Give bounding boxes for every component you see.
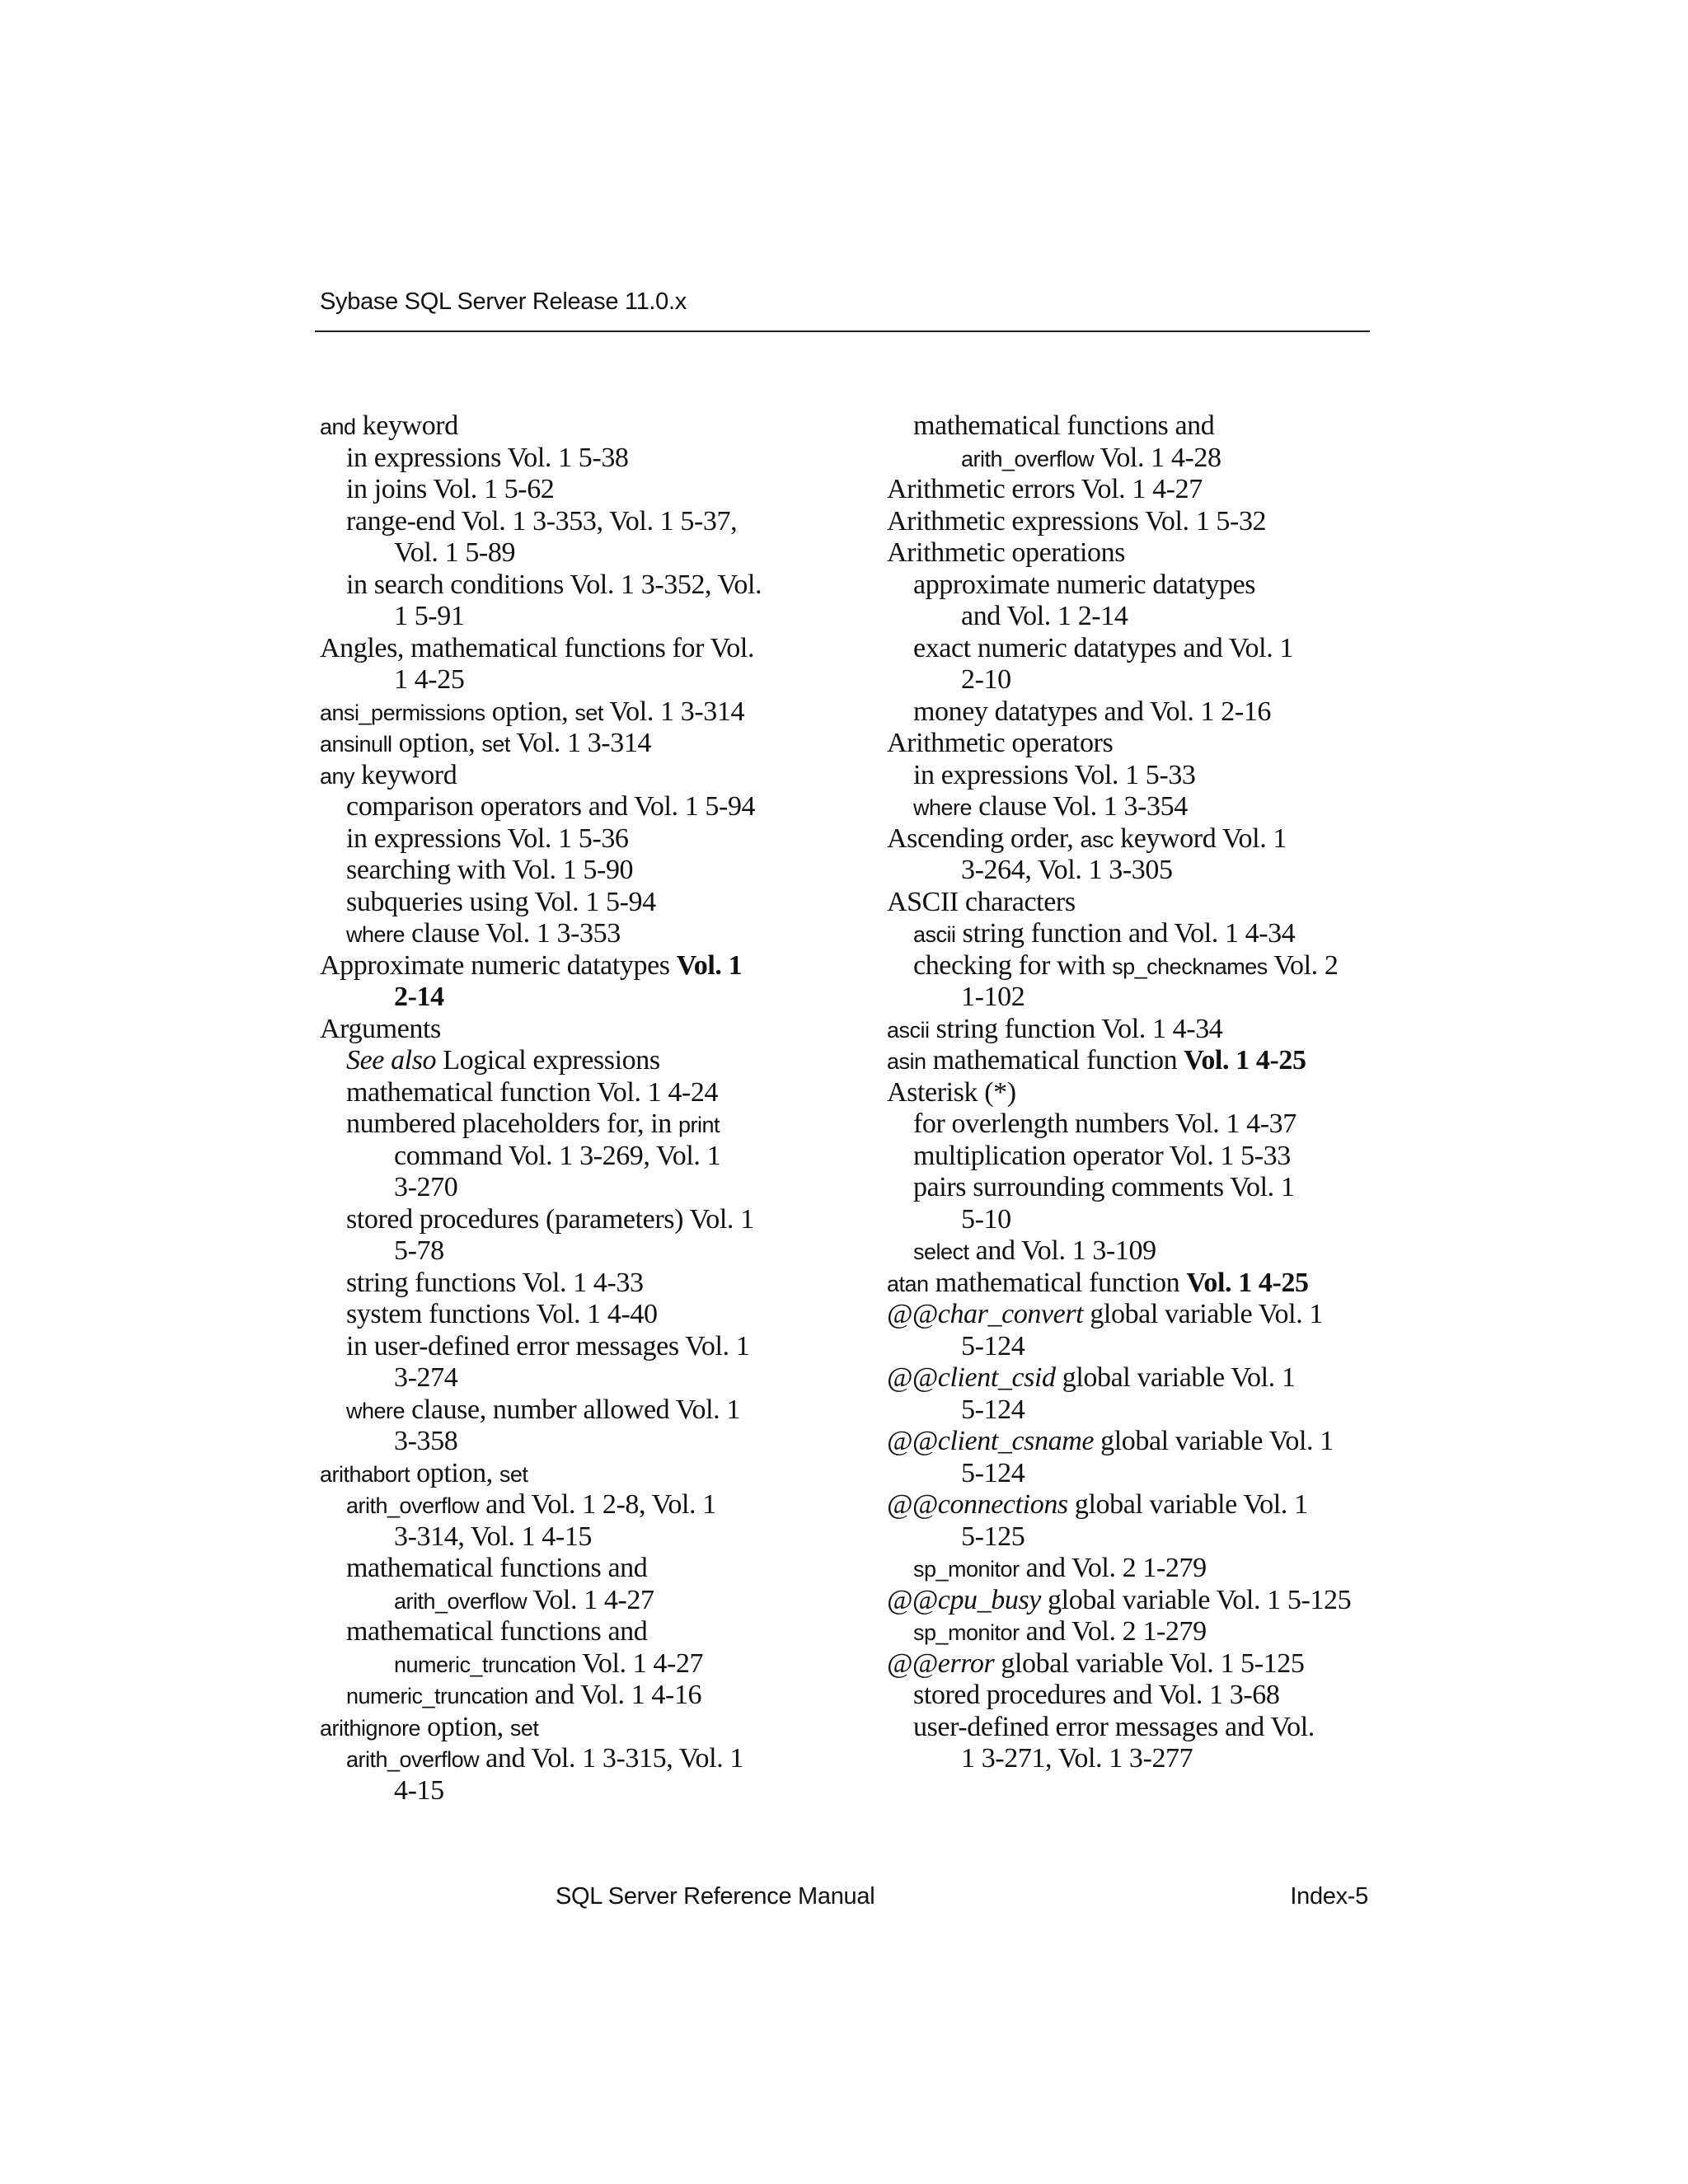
index-entry-line xyxy=(320,1680,762,1712)
index-entry-text: mathematical function Vol. 1 4-24 xyxy=(346,1076,719,1108)
index-entry-line xyxy=(320,1775,762,1807)
index-entry-line xyxy=(320,1299,762,1331)
index-column-left xyxy=(320,410,762,1807)
index-entry-text: subqueries using Vol. 1 5-94 xyxy=(346,886,656,917)
index-entry-line xyxy=(320,696,762,729)
index-entry-text: ansi_permissions xyxy=(320,700,485,725)
index-entry-text: Vol. 2 xyxy=(1267,949,1339,981)
index-entry-line xyxy=(887,1648,1351,1680)
index-entry-line xyxy=(887,474,1351,506)
index-entry-line xyxy=(887,1014,1351,1046)
index-entry-text: and Vol. 1 4-16 xyxy=(528,1680,702,1710)
index-entry-text: 3-264, Vol. 1 3-305 xyxy=(961,855,1173,885)
index-entry-line xyxy=(887,950,1351,982)
index-entry-line xyxy=(887,1553,1351,1585)
index-entry-text: print xyxy=(678,1113,720,1137)
index-entry-line xyxy=(887,696,1351,729)
index-entry-line xyxy=(320,1172,762,1204)
index-entry-line xyxy=(320,1077,762,1109)
index-entry-text: select xyxy=(913,1240,969,1264)
index-entry-line xyxy=(320,1204,762,1236)
index-entry-text: stored procedures and Vol. 1 3-68 xyxy=(913,1680,1280,1710)
index-entry-text: checking for with xyxy=(913,949,1113,981)
index-entry-text: clause Vol. 1 3-354 xyxy=(972,791,1188,822)
index-entry-text: @@client_csname xyxy=(887,1426,1095,1456)
index-entry-text: approximate numeric datatypes xyxy=(913,569,1256,600)
index-entry-text: command Vol. 1 3-269, Vol. 1 xyxy=(394,1140,721,1171)
index-entry-text: arithabort xyxy=(320,1461,410,1487)
index-entry-text: pairs surrounding comments Vol. 1 xyxy=(913,1172,1295,1202)
index-entry-text: 3-274 xyxy=(394,1362,458,1393)
index-entry-text: ascii xyxy=(913,922,956,947)
index-entry-text: global variable Vol. 1 xyxy=(1067,1489,1308,1520)
index-entry-text: atan xyxy=(887,1271,929,1296)
index-entry-text: Arithmetic errors Vol. 1 4-27 xyxy=(887,474,1203,504)
index-entry-text: and Vol. 2 1-279 xyxy=(1019,1616,1207,1647)
index-entry-line xyxy=(887,443,1351,475)
index-entry-line xyxy=(887,918,1351,950)
index-entry-text: global variable Vol. 1 xyxy=(1055,1362,1296,1393)
index-entry-text: global variable Vol. 1 5-125 xyxy=(1040,1584,1352,1615)
page-number: Index-5 xyxy=(1290,1883,1368,1910)
index-entry-text: Arithmetic operations xyxy=(887,537,1126,568)
index-entry-line xyxy=(887,664,1351,696)
index-entry-text: set xyxy=(574,700,603,725)
index-entry-text: @@cpu_busy xyxy=(887,1584,1041,1615)
index-entry-text: 5-10 xyxy=(961,1203,1011,1235)
index-entry-text: global variable Vol. 1 xyxy=(1094,1426,1334,1456)
index-entry-text: in expressions Vol. 1 5-36 xyxy=(346,823,629,854)
index-entry-line xyxy=(887,1394,1351,1427)
index-entry-text: numeric_truncation xyxy=(394,1652,576,1677)
index-entry-text: Arithmetic operators xyxy=(887,728,1114,758)
index-entry-text: 4-15 xyxy=(394,1774,444,1806)
index-entry-line xyxy=(320,506,762,538)
running-head: Sybase SQL Server Release 11.0.x xyxy=(320,288,687,315)
index-entry-text: option, xyxy=(420,1711,510,1742)
index-entry-text: @@connections xyxy=(887,1489,1068,1520)
index-entry-text: clause Vol. 1 3-353 xyxy=(405,918,621,949)
index-entry-text: Vol. 1 xyxy=(676,949,743,981)
index-entry-line xyxy=(887,823,1351,855)
index-entry-text: sp_monitor xyxy=(913,1620,1020,1645)
index-entry-line xyxy=(320,537,762,569)
index-entry-text: sp_monitor xyxy=(913,1557,1020,1582)
index-entry-text: user-defined error messages and Vol. xyxy=(913,1711,1315,1742)
index-entry-line xyxy=(887,1712,1351,1744)
index-entry-text: See also xyxy=(346,1045,437,1076)
index-entry-line xyxy=(320,1108,762,1141)
index-entry-line xyxy=(320,443,762,475)
index-entry-text: 1 4-25 xyxy=(394,664,465,695)
index-entry-text: and xyxy=(320,415,356,439)
index-entry-text: numbered placeholders for, in xyxy=(346,1108,678,1139)
index-entry-line xyxy=(887,1331,1351,1363)
index-entry-text: ascii xyxy=(887,1017,930,1043)
index-entry-line xyxy=(320,950,762,982)
index-entry-text: Arithmetic expressions Vol. 1 5-32 xyxy=(887,505,1267,537)
index-entry-text: range-end Vol. 1 3-353, Vol. 1 5-37, xyxy=(346,505,738,537)
index-entry-line xyxy=(887,1268,1351,1300)
index-entry-line xyxy=(887,633,1351,665)
index-entry-text: and Vol. 1 2-14 xyxy=(961,601,1128,631)
index-entry-line xyxy=(887,601,1351,633)
index-entry-text: 5-124 xyxy=(961,1457,1025,1488)
index-entry-text: 5-124 xyxy=(961,1394,1025,1425)
index-entry-line xyxy=(887,760,1351,792)
index-entry-text: Vol. 1 4-27 xyxy=(527,1584,654,1615)
index-entry-line xyxy=(887,1521,1351,1554)
index-entry-line xyxy=(320,1616,762,1648)
index-entry-line xyxy=(320,855,762,887)
index-entry-line xyxy=(887,1743,1351,1775)
index-entry-line xyxy=(320,1585,762,1617)
index-entry-line xyxy=(887,1141,1351,1173)
index-entry-line xyxy=(320,1394,762,1427)
index-entry-text: mathematical function xyxy=(926,1045,1184,1076)
index-entry-text: Asterisk (*) xyxy=(887,1076,1016,1108)
index-entry-text: string function and Vol. 1 4-34 xyxy=(955,918,1296,949)
index-entry-line xyxy=(320,1331,762,1363)
index-entry-text: arith_overflow xyxy=(961,446,1095,471)
index-entry-line xyxy=(320,1141,762,1173)
index-entry-line xyxy=(887,410,1351,443)
index-entry-line xyxy=(320,410,762,443)
index-entry-text: clause, number allowed Vol. 1 xyxy=(405,1394,740,1425)
index-entry-text: option, xyxy=(392,728,482,758)
index-entry-text: 5-78 xyxy=(394,1235,444,1266)
index-entry-text: set xyxy=(499,1461,528,1487)
index-entry-line xyxy=(887,1204,1351,1236)
index-entry-text: comparison operators and Vol. 1 5-94 xyxy=(346,791,756,822)
index-entry-line xyxy=(887,1426,1351,1458)
index-entry-text: where xyxy=(913,795,973,820)
index-entry-line xyxy=(887,1077,1351,1109)
index-entry-text: and Vol. 1 3-315, Vol. 1 xyxy=(479,1743,743,1774)
index-entry-text: global variable Vol. 1 xyxy=(1083,1299,1324,1329)
index-entry-line xyxy=(320,1014,762,1046)
index-entry-line xyxy=(887,1585,1351,1617)
index-entry-line xyxy=(320,1489,762,1521)
index-entry-text: 1-102 xyxy=(961,982,1025,1012)
index-entry-line xyxy=(320,1045,762,1077)
index-entry-text: Vol. 1 3-314 xyxy=(509,728,652,758)
index-entry-text: in search conditions Vol. 1 3-352, Vol. xyxy=(346,569,762,600)
index-entry-text: in user-defined error messages Vol. 1 xyxy=(346,1330,750,1361)
index-entry-line xyxy=(887,791,1351,823)
index-entry-line xyxy=(887,1108,1351,1141)
index-entry-text: and Vol. 2 1-279 xyxy=(1019,1553,1207,1583)
index-entry-text: searching with Vol. 1 5-90 xyxy=(346,855,634,885)
index-entry-text: Vol. 1 4-25 xyxy=(1184,1045,1306,1076)
index-entry-text: in expressions Vol. 1 5-38 xyxy=(346,442,629,473)
index-entry-text: 5-125 xyxy=(961,1521,1025,1552)
index-entry-text: 2-14 xyxy=(394,982,444,1012)
index-entry-line xyxy=(887,506,1351,538)
index-entry-line xyxy=(320,1426,762,1458)
index-entry-text: money datatypes and Vol. 1 2-16 xyxy=(913,696,1271,727)
index-entry-text: and Vol. 1 2-8, Vol. 1 xyxy=(479,1489,716,1520)
index-entry-text: Vol. 1 4-25 xyxy=(1186,1267,1309,1298)
index-entry-text: Arguments xyxy=(320,1013,441,1044)
index-entry-text: ASCII characters xyxy=(887,886,1076,917)
index-entry-line xyxy=(887,982,1351,1014)
index-entry-text: where xyxy=(346,1398,406,1423)
index-entry-line xyxy=(320,918,762,950)
index-entry-text: for overlength numbers Vol. 1 4-37 xyxy=(913,1108,1296,1139)
index-entry-text: Logical expressions xyxy=(436,1045,660,1076)
index-entry-text: any xyxy=(320,763,355,789)
index-entry-text: set xyxy=(481,732,510,757)
index-entry-line xyxy=(887,1235,1351,1268)
index-entry-line xyxy=(887,1045,1351,1077)
index-entry-text: ansinull xyxy=(320,732,392,757)
index-entry-line xyxy=(320,1553,762,1585)
index-entry-text: numeric_truncation xyxy=(346,1684,528,1708)
index-entry-text: Vol. 1 4-28 xyxy=(1094,442,1221,473)
index-entry-line xyxy=(320,982,762,1014)
index-entry-line xyxy=(320,1235,762,1268)
index-entry-line xyxy=(887,728,1351,760)
index-entry-text: option, xyxy=(485,696,575,727)
index-entry-text: Vol. 1 5-89 xyxy=(394,537,516,568)
index-entry-text: string function Vol. 1 4-34 xyxy=(929,1013,1223,1044)
index-entry-line xyxy=(887,569,1351,602)
index-entry-text: mathematical functions and xyxy=(913,410,1215,441)
index-entry-text: arith_overflow xyxy=(394,1588,528,1614)
index-entry-line xyxy=(887,1458,1351,1490)
index-entry-text: Approximate numeric datatypes xyxy=(320,949,677,981)
index-entry-text: keyword xyxy=(354,759,457,790)
index-entry-line xyxy=(320,664,762,696)
index-entry-text: in expressions Vol. 1 5-33 xyxy=(913,759,1196,790)
index-entry-line xyxy=(887,1616,1351,1648)
index-entry-line xyxy=(320,1362,762,1394)
index-entry-text: stored procedures (parameters) Vol. 1 xyxy=(346,1203,754,1235)
index-entry-text: sp_checknames xyxy=(1112,954,1268,979)
index-entry-line xyxy=(887,1299,1351,1331)
index-entry-line xyxy=(887,1172,1351,1204)
index-entry-text: system functions Vol. 1 4-40 xyxy=(346,1299,658,1329)
index-entry-line xyxy=(320,887,762,919)
index-entry-line xyxy=(887,1489,1351,1521)
index-entry-line xyxy=(320,569,762,602)
index-entry-text: arith_overflow xyxy=(346,1493,480,1518)
index-entry-text: arith_overflow xyxy=(346,1747,480,1772)
index-entry-line xyxy=(320,823,762,855)
index-entry-text: 3-314, Vol. 1 4-15 xyxy=(394,1521,592,1552)
index-entry-text: 3-358 xyxy=(394,1426,458,1456)
index-entry-text: @@char_convert xyxy=(887,1299,1084,1329)
index-entry-text: Vol. 1 4-27 xyxy=(575,1647,704,1679)
index-entry-text: 1 3-271, Vol. 1 3-277 xyxy=(961,1743,1193,1774)
index-entry-text: keyword Vol. 1 xyxy=(1114,823,1287,854)
index-entry-text: in joins Vol. 1 5-62 xyxy=(346,474,555,504)
index-entry-line xyxy=(320,1521,762,1554)
index-entry-text: 1 5-91 xyxy=(394,601,465,631)
index-entry-line xyxy=(320,1743,762,1775)
index-entry-line xyxy=(320,633,762,665)
index-entry-text: Vol. 1 3-314 xyxy=(603,696,745,727)
index-entry-text: set xyxy=(509,1715,539,1741)
index-entry-line xyxy=(320,601,762,633)
index-entry-line xyxy=(887,855,1351,887)
index-entry-line xyxy=(320,474,762,506)
index-column-right xyxy=(887,410,1351,1775)
index-entry-line xyxy=(320,1458,762,1490)
index-entry-line xyxy=(320,728,762,760)
index-entry-text: mathematical function xyxy=(928,1267,1187,1298)
index-entry-text: @@client_csid xyxy=(887,1362,1056,1393)
index-entry-line xyxy=(887,1680,1351,1712)
index-entry-line xyxy=(320,791,762,823)
index-entry-text: asin xyxy=(887,1049,926,1074)
index-entry-text: asc xyxy=(1080,827,1114,852)
index-entry-line xyxy=(887,1362,1351,1394)
index-entry-text: arithignore xyxy=(320,1715,421,1741)
index-entry-text: where xyxy=(346,922,406,947)
index-entry-text: Angles, mathematical functions for Vol. xyxy=(320,632,755,663)
index-entry-line xyxy=(887,537,1351,569)
index-entry-line xyxy=(320,1712,762,1744)
header-rule xyxy=(315,330,1370,332)
footer-title: SQL Server Reference Manual xyxy=(556,1883,875,1910)
index-entry-text: option, xyxy=(410,1457,499,1488)
index-entry-text: 3-270 xyxy=(394,1172,458,1202)
index-entry-line xyxy=(320,760,762,792)
index-entry-line xyxy=(887,887,1351,919)
index-entry-text: string functions Vol. 1 4-33 xyxy=(346,1267,644,1298)
index-entry-text: mathematical functions and xyxy=(346,1616,648,1647)
index-entry-text: exact numeric datatypes and Vol. 1 xyxy=(913,632,1294,663)
index-entry-text: global variable Vol. 1 5-125 xyxy=(994,1647,1305,1679)
index-entry-line xyxy=(320,1648,762,1680)
index-entry-text: keyword xyxy=(355,410,458,441)
index-entry-text: 5-124 xyxy=(961,1330,1025,1361)
index-entry-text: 2-10 xyxy=(961,664,1011,695)
index-entry-text: multiplication operator Vol. 1 5-33 xyxy=(913,1140,1291,1171)
index-entry-text: @@error xyxy=(887,1647,995,1679)
index-entry-text: and Vol. 1 3-109 xyxy=(968,1235,1156,1266)
index-entry-line xyxy=(320,1268,762,1300)
index-entry-text: mathematical functions and xyxy=(346,1553,648,1583)
index-entry-text: Ascending order, xyxy=(887,823,1081,854)
